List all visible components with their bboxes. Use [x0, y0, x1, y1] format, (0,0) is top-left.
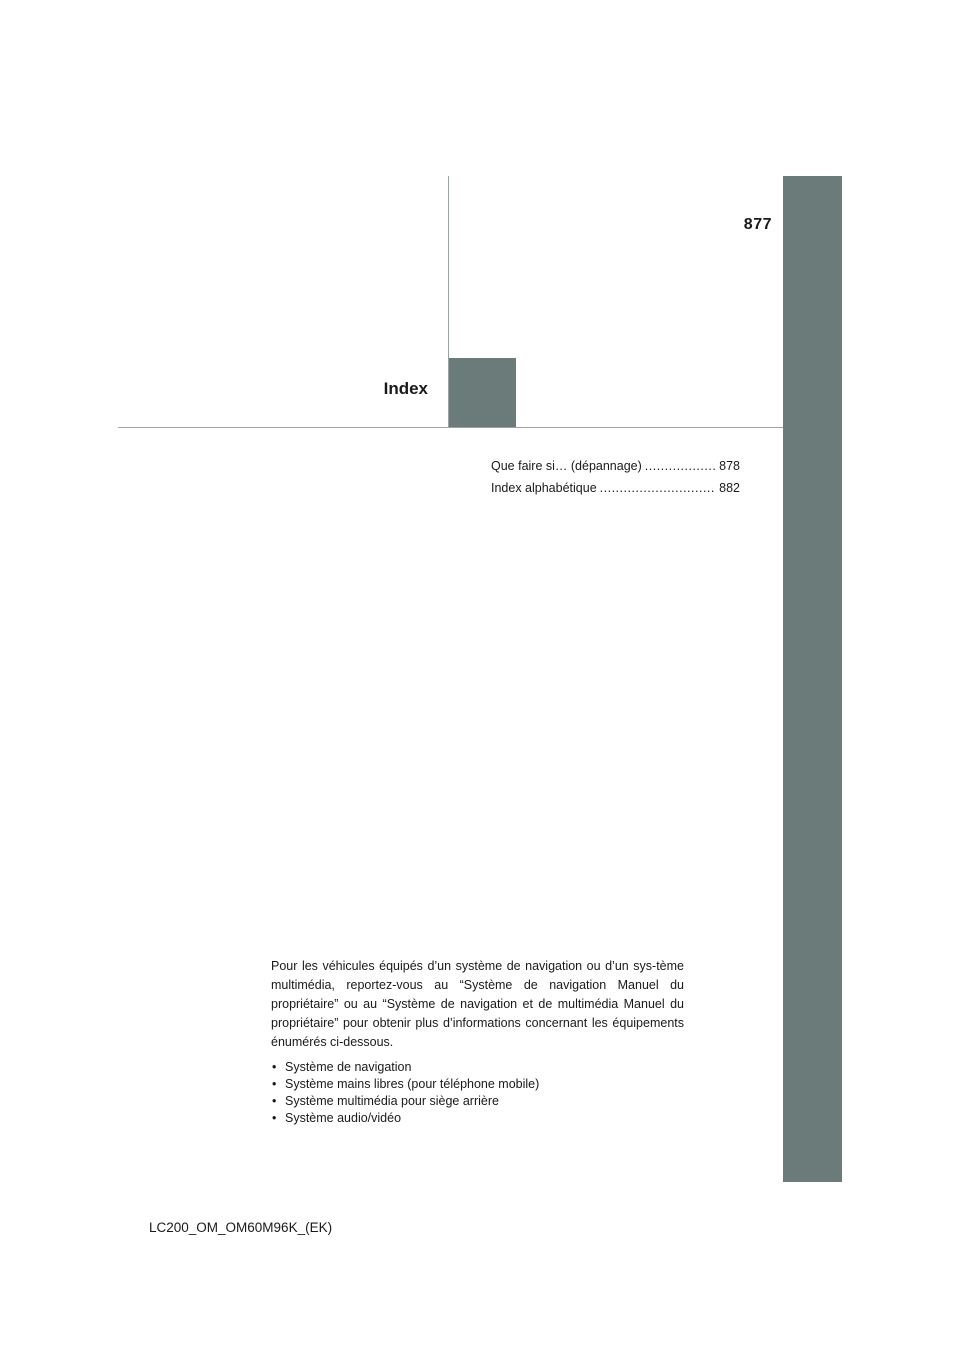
list-item-text: Système mains libres (pour téléphone mobile) [285, 1077, 540, 1091]
table-of-contents [491, 459, 740, 503]
list-item-text: Système multimédia pour siège arrière [285, 1094, 499, 1108]
list-item [271, 1093, 684, 1110]
toc-leader-dots [600, 481, 716, 495]
notice-list [271, 1059, 684, 1127]
chapter-thumb-tab [783, 176, 842, 1182]
toc-entry-page: 882 [719, 481, 740, 495]
bullet-icon: • [272, 1060, 277, 1074]
section-marker-square [449, 358, 516, 427]
list-item [271, 1059, 684, 1076]
toc-entry-label: Que faire si… (dépannage) [491, 459, 642, 473]
navigation-notice [271, 957, 684, 1127]
bullet-icon: • [272, 1094, 277, 1108]
list-item [271, 1076, 684, 1093]
toc-entry-page: 878 [719, 459, 740, 473]
toc-leader-dots [645, 459, 716, 473]
bullet-icon: • [272, 1111, 277, 1125]
list-item [271, 1110, 684, 1127]
toc-entry[interactable] [491, 481, 740, 503]
list-item-text: Système de navigation [285, 1060, 412, 1074]
section-title: Index [383, 379, 428, 398]
horizontal-divider [118, 427, 783, 428]
toc-entry-label: Index alphabétique [491, 481, 597, 495]
document-code: LC200_OM_OM60M96K_(EK) [149, 1220, 333, 1235]
page-number: 877 [743, 216, 772, 233]
toc-entry[interactable] [491, 459, 740, 481]
bullet-icon: • [272, 1077, 277, 1091]
notice-paragraph: Pour les véhicules équipés d’un système de navigation ou d’un sys-tème multimédia, reportez-vous au “Système de navigation Manuel du propriétaire” ou au “Système de navigation et de multimédia Manuel du propriétaire” pour obtenir plus d’informations concernant les équipements énumérés ci-dessous. [271, 959, 684, 1049]
list-item-text: Système audio/vidéo [285, 1111, 402, 1125]
